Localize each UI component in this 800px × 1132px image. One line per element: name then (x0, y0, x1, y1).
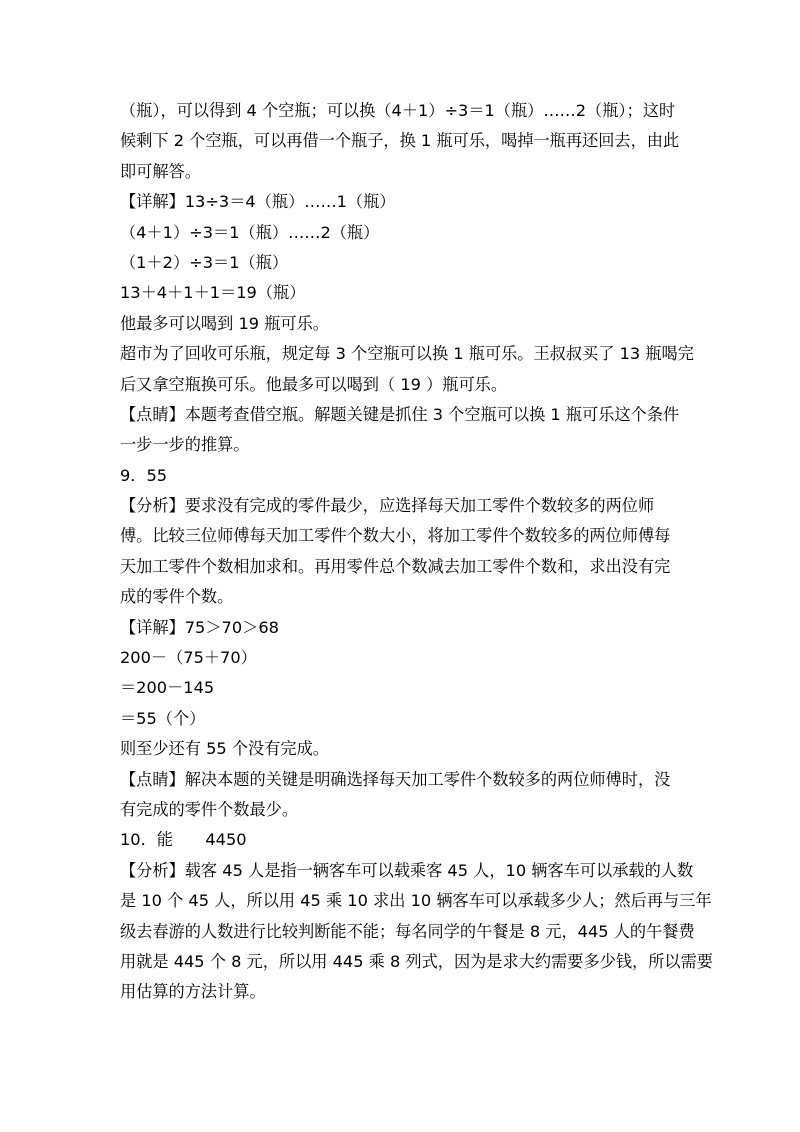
answer-text-block (120, 96, 713, 1008)
question-number-line: 10．能 4450 (120, 830, 247, 850)
text-line: 后又拿空瓶换可乐。他最多可以喝到（ 19 ）瓶可乐。 (120, 374, 508, 394)
text-line: 他最多可以喝到 19 瓶可乐。 (120, 313, 329, 333)
question-number-line: 9．55 (120, 465, 168, 485)
text-line: 则至少还有 55 个没有完成。 (120, 739, 329, 759)
text-line: （1＋2）÷3＝1（瓶） (120, 252, 289, 272)
text-line: 200－（75＋70） (120, 648, 257, 668)
analysis-label-line: 【分析】载客 45 人是指一辆客车可以载乘客 45 人，10 辆客车可以承载的人数 (120, 860, 694, 880)
text-line: 13＋4＋1＋1＝19（瓶） (120, 283, 306, 303)
text-line: 即可解答。 (120, 161, 201, 181)
text-line: 天加工零件个数相加求和。再用零件总个数减去加工零件个数和，求出没有完 (120, 556, 671, 576)
detail-label-line: 【详解】13÷3＝4（瓶）……1（瓶） (120, 192, 396, 212)
text-line: 用估算的方法计算。 (120, 982, 266, 1002)
text-line: 成的零件个数。 (120, 587, 234, 607)
remark-label-line: 【点睛】本题考查借空瓶。解题关键是抓住 3 个空瓶可以换 1 瓶可乐这个条件 (120, 404, 680, 424)
text-line: （瓶），可以得到 4 个空瓶；可以换（4＋1）÷3＝1（瓶）……2（瓶）；这时 (120, 101, 676, 120)
text-line: （4＋1）÷3＝1（瓶）……2（瓶） (120, 222, 380, 242)
text-line: ＝200－145 (120, 678, 215, 698)
text-line: 傅。比较三位师傅每天加工零件个数大小，将加工零件个数较多的两位师傅每 (120, 526, 671, 546)
detail-label-line: 【详解】75＞70＞68 (120, 617, 279, 637)
text-line: 超市为了回收可乐瓶，规定每 3 个空瓶可以换 1 瓶可乐。王叔叔买了 13 瓶喝完 (120, 344, 694, 364)
text-line: 有完成的零件个数最少。 (120, 799, 299, 819)
text-line: 是 10 个 45 人，所以用 45 乘 10 求出 10 辆客车可以承载多少人；然后再与三年 (120, 891, 712, 911)
text-line: 级去春游的人数进行比较判断能不能；每名同学的午餐是 8 元，445 人的午餐费 (120, 921, 695, 941)
text-line: 一步一步的推算。 (120, 435, 250, 455)
text-line: ＝55（个） (120, 708, 206, 728)
text-line: 用就是 445 个 8 元，所以用 445 乘 8 列式，因为是求大约需要多少钱，所以需要 (120, 951, 713, 971)
text-line: 候剩下 2 个空瓶，可以再借一个瓶子，换 1 瓶可乐，喝掉一瓶再还回去，由此 (120, 131, 680, 151)
analysis-label-line: 【分析】要求没有完成的零件最少，应选择每天加工零件个数较多的两位师 (120, 496, 655, 516)
remark-label-line: 【点睛】解决本题的关键是明确选择每天加工零件个数较多的两位师傅时，没 (120, 769, 671, 789)
